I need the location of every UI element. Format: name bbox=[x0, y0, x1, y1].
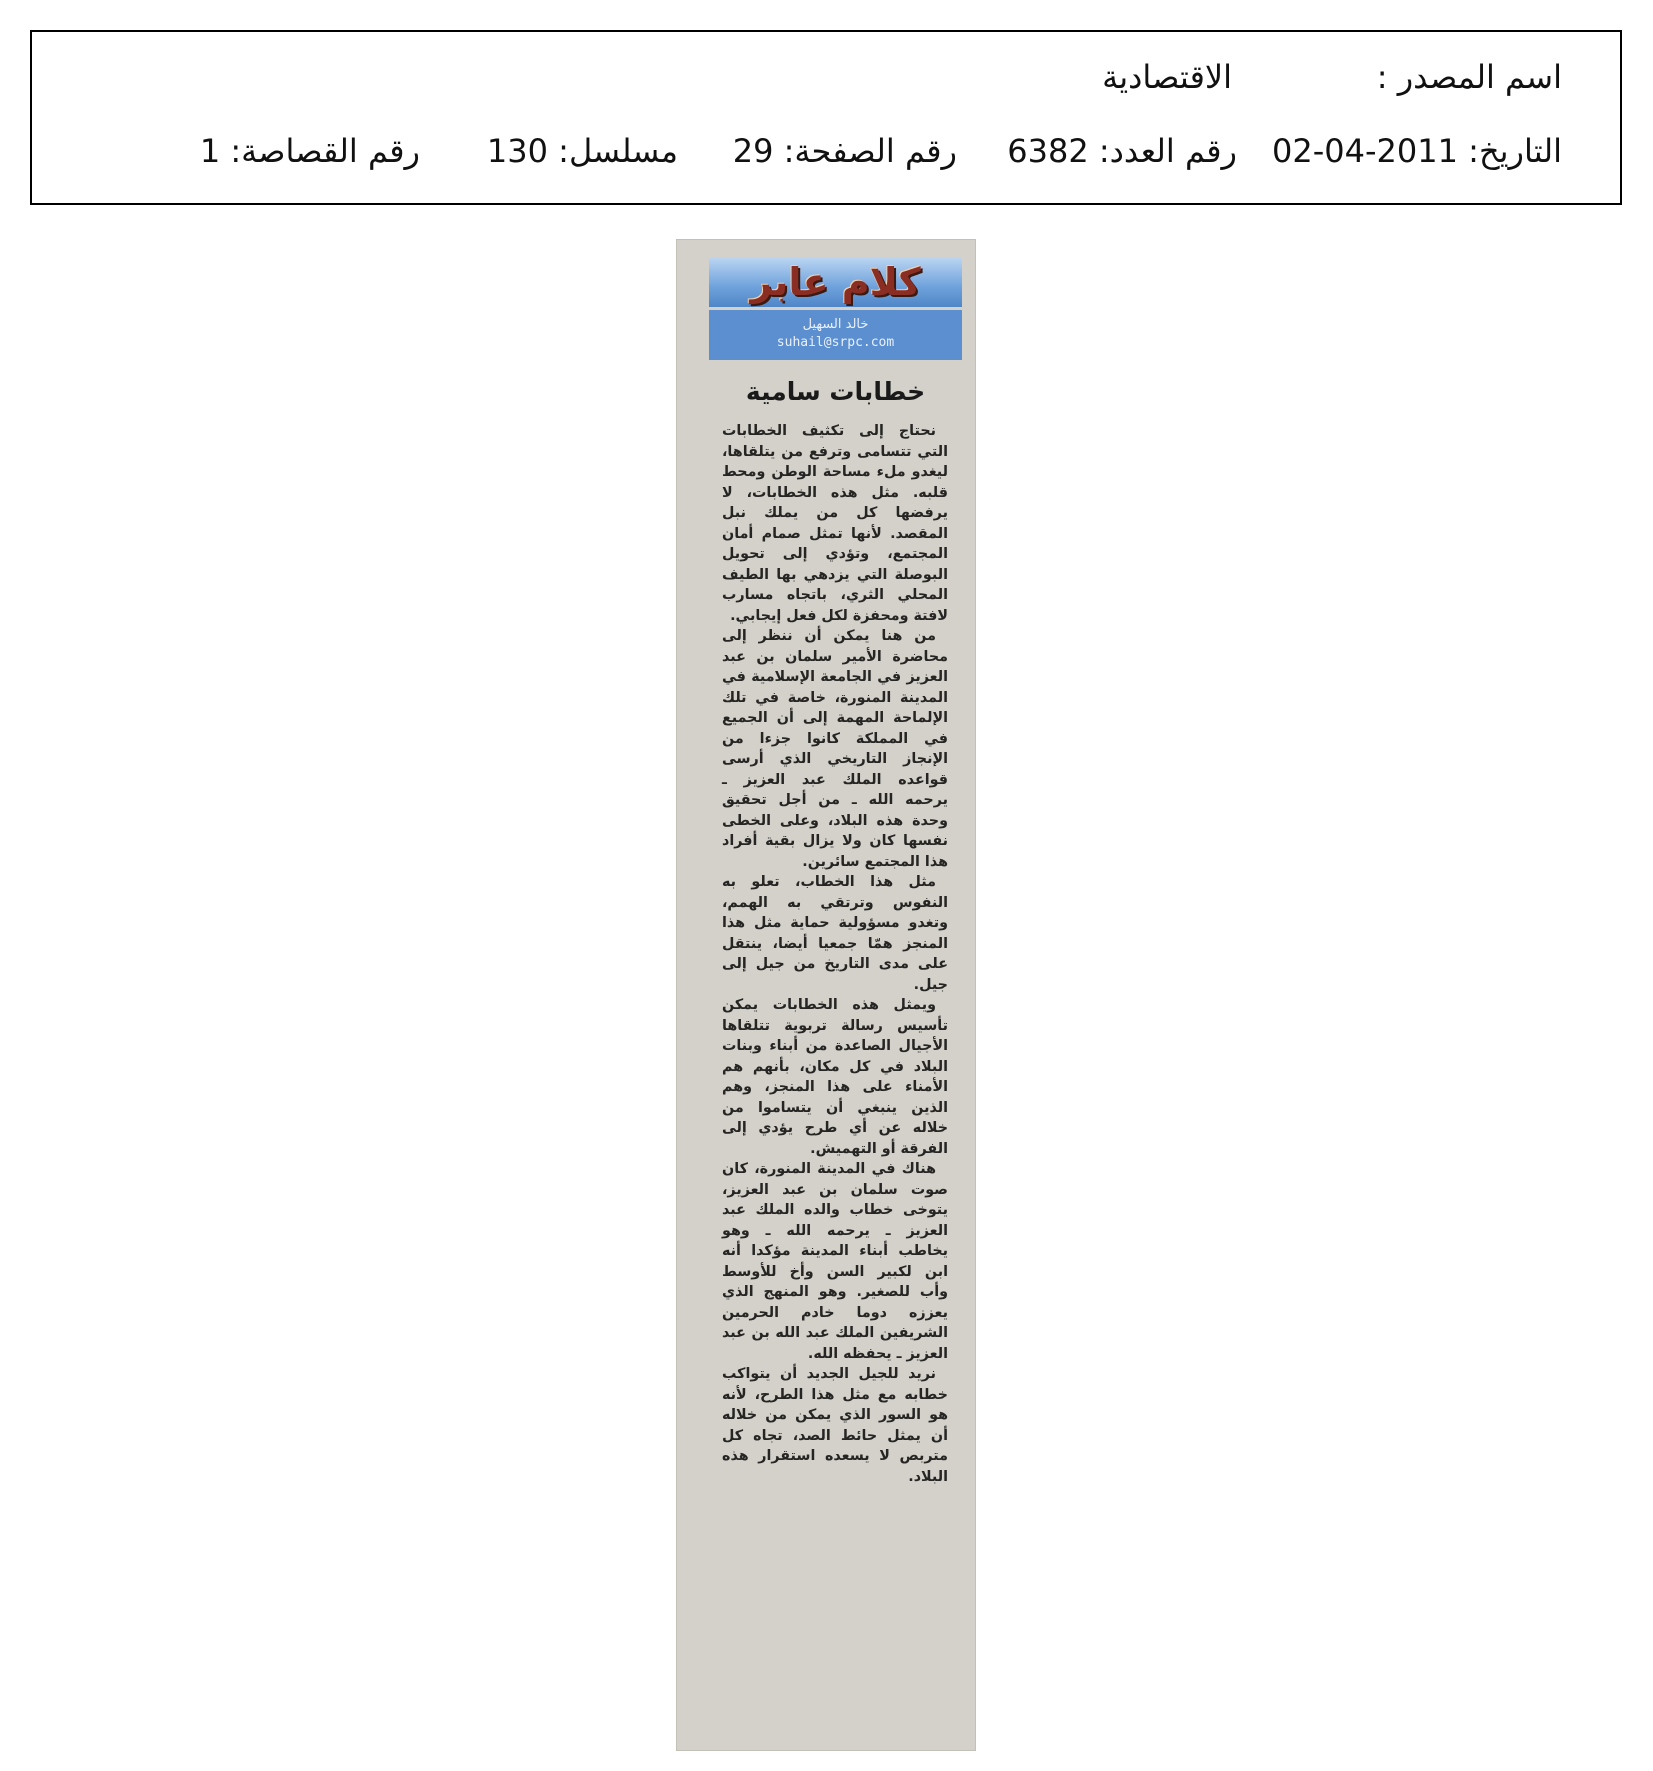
metadata-row-details bbox=[32, 126, 1620, 176]
article-paragraph: ويمثل هذه الخطابات يمكن تأسيس رسالة تربوية تتلقاها الأجيال الصاعدة من أبناء وبنات البلاد في كل مكان، بأنهم هم الأمناء على هذا المنجز، وهم الذين ينبغي أن يتساموا من خلاله عن أي طرح يؤدي إلى الفرقة أو التهميش. bbox=[722, 997, 948, 1157]
column-masthead bbox=[709, 257, 962, 307]
article-paragraph: مثل هذا الخطاب، تعلو به النفوس وترتقي به الهمم، وتغدو مسؤولية حماية مثل هذا المنجز همّا جمعيا أيضا، ينتقل على مدى التاريخ من جيل إلى جيل. bbox=[722, 874, 948, 993]
clip-field: رقم القصاصة: 1 bbox=[199, 132, 420, 170]
date-field: التاريخ: 2011-04-02 bbox=[1272, 132, 1562, 170]
source-label: اسم المصدر : bbox=[1376, 58, 1562, 96]
page-field: رقم الصفحة: 29 bbox=[732, 132, 957, 170]
article-headline: خطابات سامية bbox=[745, 377, 926, 406]
issue-field: رقم العدد: 6382 bbox=[1007, 132, 1237, 170]
author-name: خالد السهيل bbox=[802, 317, 869, 332]
newspaper-clipping bbox=[676, 239, 976, 1751]
article-paragraph: من هنا يمكن أن ننظر إلى محاضرة الأمير سلمان بن عبد العزيز في الجامعة الإسلامية في المدينة المنورة، خاصة في تلك الإلماحة المهمة إلى أن الجميع في المملكة كانوا جزءا من الإنجاز التاريخي الذي أرسى قواعده الملك عبد العزيز ـ يرحمه الله ـ من أجل تحقيق وحدة هذه البلاد، وعلى الخطى نفسها كان ولا يزال بقية أفراد هذا المجتمع سائرين. bbox=[722, 628, 948, 870]
article-paragraph: نريد للجيل الجديد أن يتواكب خطابه مع مثل هذا الطرح، لأنه هو السور الذي يمكن من خلاله أن يمثل حائط الصد، تجاه كل متربص لا يسعده استقرار هذه البلاد. bbox=[722, 1366, 948, 1485]
article-paragraph: هناك في المدينة المنورة، كان صوت سلمان بن عبد العزيز، يتوخى خطاب والده الملك عبد العزيز ـ يرحمه الله ـ وهو يخاطب أبناء المدينة مؤكدا أنه ابن لكبير السن وأخ للأوسط وأب للصغير. وهو المنهج الذي يعززه دوما خادم الحرمين الشريفين الملك عبد الله بن عبد العزيز ـ يحفظه الله. bbox=[722, 1161, 948, 1362]
metadata-box bbox=[30, 30, 1622, 205]
source-value: الاقتصادية bbox=[1102, 58, 1232, 96]
serial-field: مسلسل: 130 bbox=[486, 132, 678, 170]
metadata-row-source bbox=[32, 52, 1620, 102]
author-email: suhail@srpc.com bbox=[776, 335, 895, 350]
article-paragraph: نحتاج إلى تكثيف الخطابات التي تتسامى وترفع من يتلقاها، ليغدو ملء مساحة الوطن ومحط قلبه. مثل هذه الخطابات، لا يرفضها كل من يملك نبل المقصد. لأنها تمثل صمام أمان المجتمع، وتؤدي إلى تحويل البوصلة التي يزدهي بها الطيف المحلي الثري، باتجاه مسارب لافتة ومحفزة لكل فعل إيجابي. bbox=[722, 423, 948, 624]
column-name: كلام عابر bbox=[750, 260, 921, 304]
author-byline bbox=[709, 310, 962, 360]
article-body bbox=[722, 421, 948, 1736]
